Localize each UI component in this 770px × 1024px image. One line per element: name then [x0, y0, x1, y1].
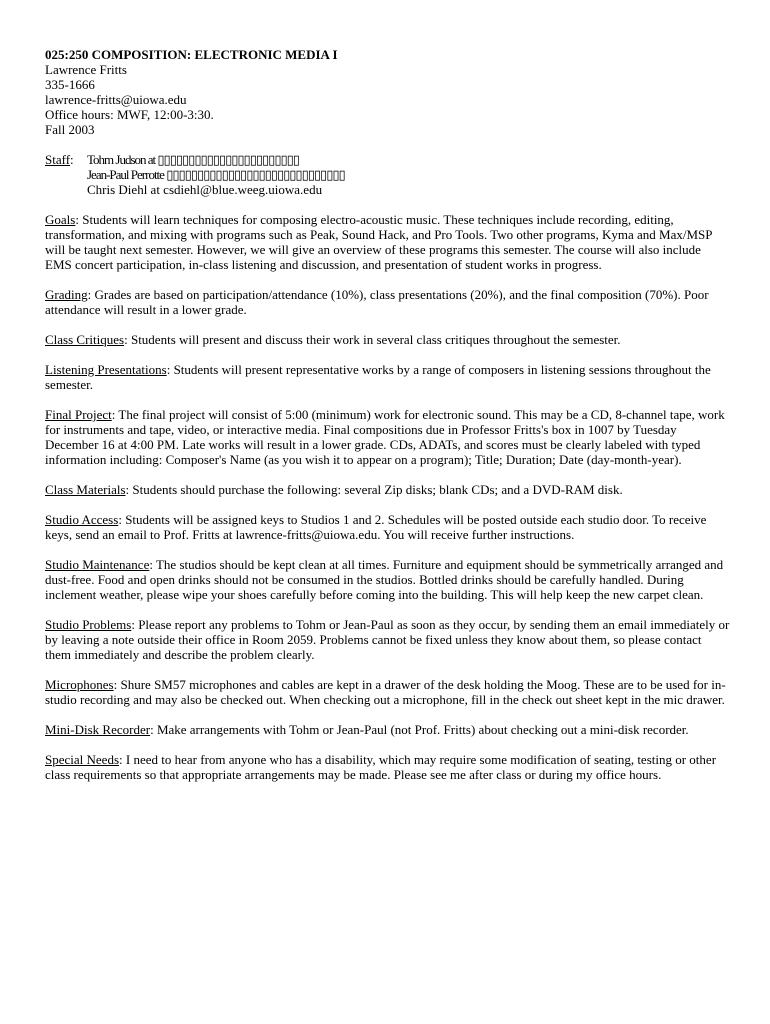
section-text: Students will present and discuss their work in several class critiques throughout the semester.: [127, 332, 621, 347]
section-label: Class Critiques: [45, 332, 125, 347]
section-label: Studio Maintenance: [45, 557, 150, 572]
section-text: Students will be assigned keys to Studios 1 and 2. Schedules will be posted outside each studio door. To receive keys, send an email to Prof. Fritts at lawrence-fritts@uiowa.edu. You will receive further instructions.: [45, 512, 707, 542]
section-label: Class Materials: [45, 482, 126, 497]
course-header: [45, 47, 730, 137]
section-text: I need to hear from anyone who has a disability, which may require some modification of seating, testing or other class requirements so that appropriate arrangements may be made. Please see me after class or during my office hours.: [45, 752, 717, 782]
studio-access-section: Studio Access: Students will be assigned keys to Studios 1 and 2. Schedules will be posted outside each studio door. To receive keys, send an email to Prof. Fritts at lawrence-fritts@uiowa.edu. You will receive further instructions.: [45, 512, 707, 542]
section-text: Shure SM57 microphones and cables are kept in a drawer of the desk holding the Moog. These are to be used for in-studio recording and may also be checked out. When checking out a microphone, fill in the check out sheet kept in the mic drawer.: [45, 677, 726, 707]
section-text: Grades are based on participation/attendance (10%), class presentations (20%), and the final composition (70%). Poor attendance will result in a lower grade.: [45, 287, 709, 317]
section-label: Microphones: [45, 677, 114, 692]
instructor-email: lawrence-fritts@uiowa.edu: [45, 92, 187, 107]
section-text: The studios should be kept clean at all times. Furniture and equipment should be symmetrically arranged and dust-free. Food and open drinks should not be consumed in the studios. Bottled drinks should be carefully handled. During inclement weather, please wipe your shoes carefully before coming into the building. This will help keep the new carpet clean.: [45, 557, 724, 602]
section-label: Mini-Disk Recorder: [45, 722, 151, 737]
section-text: The final project will consist of 5:00 (minimum) work for electronic sound. This may be a CD, 8-channel tape, work for instruments and tape, video, or interactive media. Final compositions due in Professor Fritts's box in 1007 by Tuesday December 16 at 4:00 PM. Late works will result in a lower grade. CDs, ADATs, and scores must be clearly labeled with typed information including: Composer's Name (as you wish it to appear on a program); Title; Duration; Date (day-month-year).: [45, 407, 725, 467]
staff-list: [87, 152, 345, 197]
staff-section: [45, 152, 730, 197]
section-label: Final Project: [45, 407, 112, 422]
class-materials-section: Class Materials: Students should purchase the following: several Zip disks; blank CDs; and a DVD-RAM disk.: [45, 482, 623, 497]
staff-label: Staff: [45, 152, 71, 167]
microphones-section: Microphones: Shure SM57 microphones and cables are kept in a drawer of the desk holding the Moog. These are to be used for in-studio recording and may also be checked out. When checking out a microphone, fill in the check out sheet kept in the mic drawer.: [45, 677, 726, 707]
section-label: Listening Presentations: [45, 362, 167, 377]
instructor-phone: 335-1666: [45, 77, 95, 92]
staff-member: Chris Diehl at csdiehl@blue.weeg.uiowa.edu: [87, 182, 323, 197]
section-label: Studio Access: [45, 512, 119, 527]
studio-maintenance-section: Studio Maintenance: The studios should be kept clean at all times. Furniture and equipment should be symmetrically arranged and dust-free. Food and open drinks should not be consumed in the studios. Bottled drinks should be carefully handled. During inclement weather, please wipe your shoes carefully before coming into the building. This will help keep the new carpet clean.: [45, 557, 724, 602]
staff-member: Tohm Judson at ▯▯▯▯▯▯▯▯▯▯▯▯▯▯▯▯▯▯▯▯▯▯▯: [87, 152, 299, 167]
section-text: Make arrangements with Tohm or Jean-Paul (not Prof. Fritts) about checking out a mini-disk recorder.: [153, 722, 689, 737]
staff-member: Jean-Paul Perrotte ▯▯▯▯▯▯▯▯▯▯▯▯▯▯▯▯▯▯▯▯▯▯▯▯▯▯▯▯▯: [87, 167, 345, 182]
course-title: 025:250 COMPOSITION: ELECTRONIC MEDIA I: [45, 47, 338, 62]
instructor-name: Lawrence Fritts: [45, 62, 127, 77]
syllabus-page: [45, 47, 730, 782]
listening-presentations-section: Listening Presentations: Students will present representative works by a range of composers in listening sessions throughout the semester.: [45, 362, 711, 392]
section-label: Special Needs: [45, 752, 120, 767]
section-text: Please report any problems to Tohm or Jean-Paul as soon as they occur, by sending them an email immediately or by leaving a note outside their office in Room 2059. Problems cannot be fixed unless they know about them, so please contact them immediately and describe the problem clearly.: [45, 617, 730, 662]
final-project-section: Final Project: The final project will consist of 5:00 (minimum) work for electronic sound. This may be a CD, 8-channel tape, work for instruments and tape, video, or interactive media. Final compositions due in Professor Fritts's box in 1007 by Tuesday December 16 at 4:00 PM. Late works will result in a lower grade. CDs, ADATs, and scores must be clearly labeled with typed information including: Composer's Name (as you wish it to appear on a program); Title; Duration; Date (day-month-year).: [45, 407, 725, 467]
term: Fall 2003: [45, 122, 95, 137]
mini-disk-recorder-section: Mini-Disk Recorder: Make arrangements with Tohm or Jean-Paul (not Prof. Fritts) about checking out a mini-disk recorder.: [45, 722, 689, 737]
section-text: Students will learn techniques for composing electro-acoustic music. These techniques include recording, editing, transformation, and mixing with programs such as Peak, Sound Hack, and Pro Tools. Two other programs, Kyma and Max/MSP will be taught next semester. However, we will give an overview of these programs this semester. The course will also include EMS concert participation, in-class listening and discussion, and presentation of student works in progress.: [45, 212, 712, 272]
grading-section: Grading: Grades are based on participation/attendance (10%), class presentations (20%), and the final composition (70%). Poor attendance will result in a lower grade.: [45, 287, 709, 317]
office-hours: Office hours: MWF, 12:00-3:30.: [45, 107, 214, 122]
special-needs-section: Special Needs: I need to hear from anyone who has a disability, which may require some modification of seating, testing or other class requirements so that appropriate arrangements may be made. Please see me after class or during my office hours.: [45, 752, 717, 782]
section-text: Students will present representative works by a range of composers in listening sessions throughout the semester.: [45, 362, 711, 392]
goals-section: Goals: Students will learn techniques for composing electro-acoustic music. These techniques include recording, editing, transformation, and mixing with programs such as Peak, Sound Hack, and Pro Tools. Two other programs, Kyma and Max/MSP will be taught next semester. However, we will give an overview of these programs this semester. The course will also include EMS concert participation, in-class listening and discussion, and presentation of student works in progress.: [45, 212, 712, 272]
staff-label-wrapper: Staff:: [45, 152, 74, 167]
section-text: Students should purchase the following: several Zip disks; blank CDs; and a DVD-RAM disk.: [129, 482, 623, 497]
section-label: Goals: [45, 212, 76, 227]
section-label: Studio Problems: [45, 617, 132, 632]
studio-problems-section: Studio Problems: Please report any problems to Tohm or Jean-Paul as soon as they occur, by sending them an email immediately or by leaving a note outside their office in Room 2059. Problems cannot be fixed unless they know about them, so please contact them immediately and describe the problem clearly.: [45, 617, 730, 662]
class-critiques-section: Class Critiques: Students will present and discuss their work in several class critiques throughout the semester.: [45, 332, 621, 347]
section-label: Grading: [45, 287, 88, 302]
